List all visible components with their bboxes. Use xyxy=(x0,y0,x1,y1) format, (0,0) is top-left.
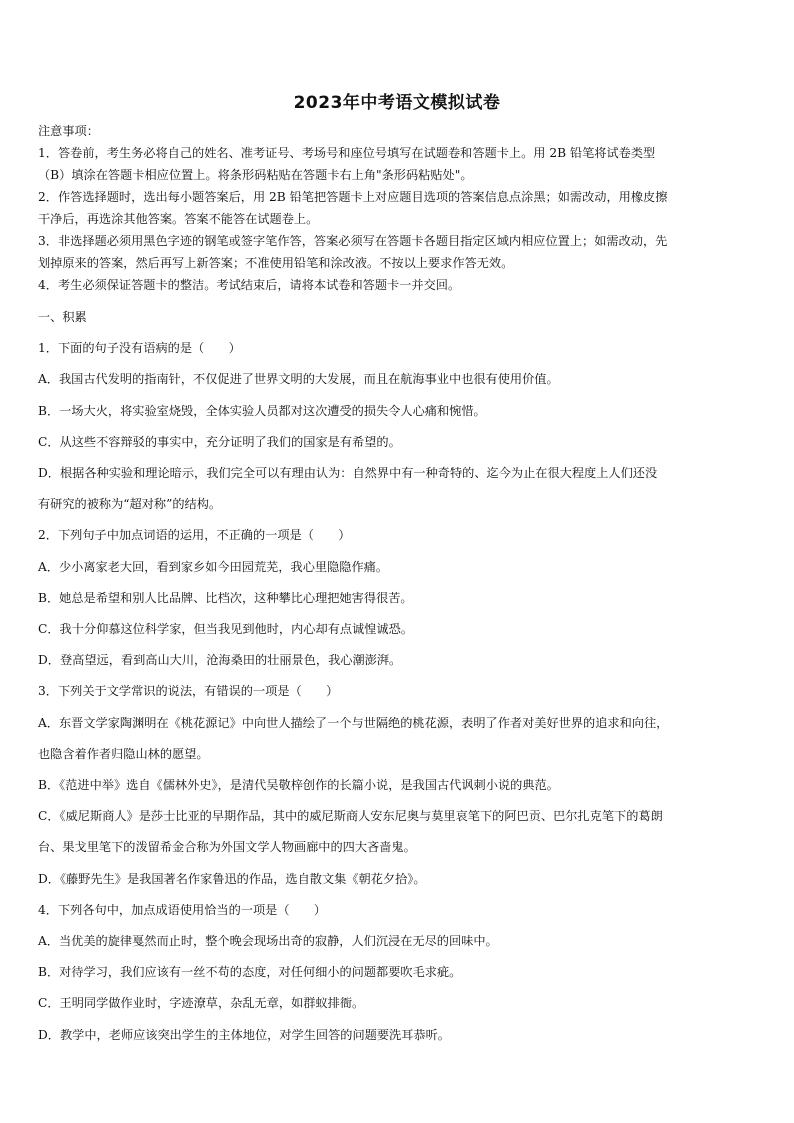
option-line: D．《藤野先生》是我国著名作家鲁迅的作品，选自散文集《朝花夕拾》。 xyxy=(38,871,426,886)
option-line: D．根据各种实验和理论暗示，我们完全可以有理由认为：自然界中有一种奇特的、迄今为止在很大程度上人们还没 xyxy=(38,466,658,481)
option-line: C．《威尼斯商人》是莎士比亚的早期作品，其中的威尼斯商人安东尼奥与莫里哀笔下的阿巴贡、巴尔扎克笔下的葛朗 xyxy=(38,809,663,824)
option-line: D．登高望远，看到高山大川，沧海桑田的壮丽景色，我心潮澎湃。 xyxy=(38,653,402,668)
option-line: C．从这些不容辩驳的事实中，充分证明了我们的国家是有希望的。 xyxy=(38,434,401,449)
option-line: 台、果戈里笔下的泼留希金合称为外国文学人物画廊中的四大吝啬鬼。 xyxy=(38,840,416,855)
section-heading: 一、积累 xyxy=(38,310,87,324)
questions-block xyxy=(38,302,758,1051)
question-stem: 2．下列句子中加点词语的运用，不正确的一项是（ ） xyxy=(38,528,351,543)
option-line: C．王明同学做作业时，字迹潦草，杂乱无章，如群蚁排衙。 xyxy=(38,996,365,1011)
page-title: 2023年中考语文模拟试卷 xyxy=(293,93,501,113)
option-line: D．教学中，老师应该突出学生的主体地位，对学生回答的问题要洗耳恭听。 xyxy=(38,1027,450,1042)
option-line: B．对待学习，我们应该有一丝不苟的态度，对任何细小的问题都要吹毛求疵。 xyxy=(38,965,462,980)
notice-line: 划掉原来的答案，然后再写上新答案；不准使用铅笔和涂改液。不按以上要求作答无效。 xyxy=(38,256,514,270)
question-stem: 3．下列关于文学常识的说法，有错误的一项是（ ） xyxy=(38,684,339,699)
notice-line: 3．非选择题必须用黑色字迹的钢笔或签字笔作答，答案必须写在答题卡各题目指定区域内相应位置上；如需改动，先 xyxy=(38,234,668,248)
notice-line: 2．作答选择题时，选出每小题答案后，用 2B 铅笔把答题卡上对应题目选项的答案信息点涂黑；如需改动，用橡皮擦 xyxy=(38,190,668,204)
option-line: 也隐含着作者归隐山林的愿望。 xyxy=(38,746,209,761)
option-line: B．一场大火，将实验室烧毁，全体实验人员都对这次遭受的损失令人心痛和惋惜。 xyxy=(38,403,486,418)
option-line: B．《范进中举》选自《儒林外史》，是清代吴敬梓创作的长篇小说，是我国古代讽刺小说的典范。 xyxy=(38,778,559,793)
notice-block xyxy=(38,120,758,296)
question-stem: 4．下列各句中，加点成语使用恰当的一项是（ ） xyxy=(38,902,327,917)
notice-line: （B）填涂在答题卡相应位置上。将条形码粘贴在答题卡右上角"条形码粘贴处"。 xyxy=(38,168,473,182)
notice-line: 4．考生必须保证答题卡的整洁。考试结束后，请将本试卷和答题卡一并交回。 xyxy=(38,278,461,292)
option-line: A．少小离家老大回，看到家乡如今田园荒芜，我心里隐隐作痛。 xyxy=(38,559,389,574)
notice-heading: 注意事项： xyxy=(38,124,99,138)
option-line: C．我十分仰慕这位科学家，但当我见到他时，内心却有点诚惶诚恐。 xyxy=(38,622,413,637)
option-line: A．当优美的旋律戛然而止时，整个晚会现场出奇的寂静，人们沉浸在无尽的回味中。 xyxy=(38,934,498,949)
question-stem: 1．下面的句子没有语病的是（ ） xyxy=(38,341,241,356)
option-line: A．我国古代发明的指南针，不仅促进了世界文明的大发展，而且在航海事业中也很有使用价值。 xyxy=(38,372,559,387)
notice-line: 干净后，再选涂其他答案。答案不能答在试题卷上。 xyxy=(38,212,319,226)
option-line: 有研究的被称为“超对称”的结构。 xyxy=(38,497,222,512)
notice-line: 1．答卷前，考生务必将自己的姓名、准考证号、考场号和座位号填写在试题卷和答题卡上。用 2B 铅笔将试卷类型 xyxy=(38,146,656,160)
option-line: A．东晋文学家陶渊明在《桃花源记》中向世人描绘了一个与世隔绝的桃花源，表明了作者对美好世界的追求和向往， xyxy=(38,715,669,730)
option-line: B．她总是希望和别人比品牌、比档次，这种攀比心理把她害得很苦。 xyxy=(38,590,413,605)
